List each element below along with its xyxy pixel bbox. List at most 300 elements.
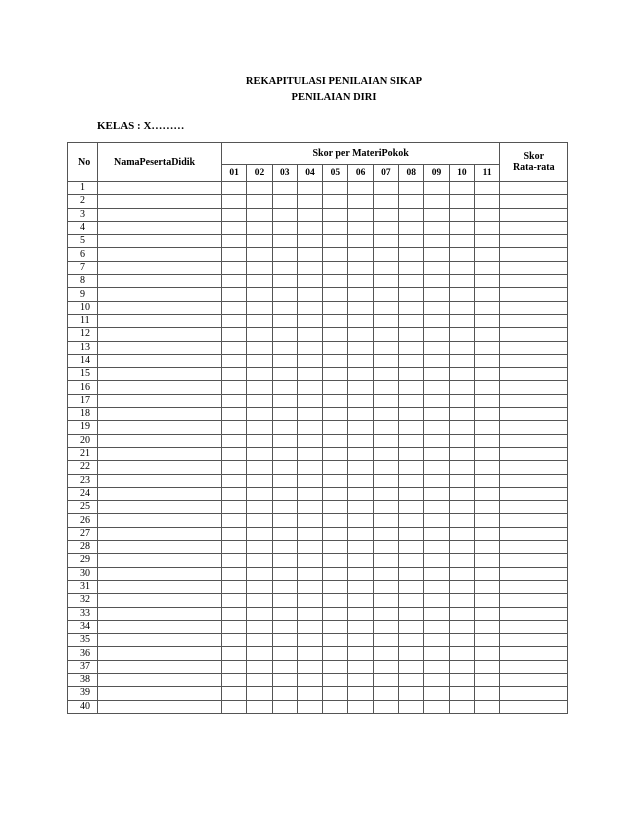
- score-cell[interactable]: [272, 248, 297, 261]
- score-cell[interactable]: [424, 235, 449, 248]
- score-cell[interactable]: [272, 687, 297, 700]
- average-score-cell[interactable]: [500, 394, 568, 407]
- average-score-cell[interactable]: [500, 182, 568, 195]
- score-cell[interactable]: [247, 354, 272, 367]
- score-cell[interactable]: [247, 182, 272, 195]
- score-cell[interactable]: [474, 421, 499, 434]
- score-cell[interactable]: [272, 328, 297, 341]
- score-cell[interactable]: [272, 261, 297, 274]
- score-cell[interactable]: [247, 501, 272, 514]
- score-cell[interactable]: [399, 221, 424, 234]
- score-cell[interactable]: [297, 288, 322, 301]
- score-cell[interactable]: [222, 554, 247, 567]
- score-cell[interactable]: [399, 208, 424, 221]
- score-cell[interactable]: [297, 275, 322, 288]
- score-cell[interactable]: [348, 447, 373, 460]
- average-score-cell[interactable]: [500, 328, 568, 341]
- score-cell[interactable]: [297, 514, 322, 527]
- score-cell[interactable]: [297, 381, 322, 394]
- score-cell[interactable]: [222, 328, 247, 341]
- score-cell[interactable]: [373, 567, 398, 580]
- score-cell[interactable]: [373, 514, 398, 527]
- score-cell[interactable]: [449, 208, 474, 221]
- score-cell[interactable]: [424, 673, 449, 686]
- score-cell[interactable]: [424, 487, 449, 500]
- score-cell[interactable]: [424, 501, 449, 514]
- score-cell[interactable]: [399, 594, 424, 607]
- score-cell[interactable]: [373, 368, 398, 381]
- score-cell[interactable]: [323, 328, 348, 341]
- student-name-cell[interactable]: [98, 381, 222, 394]
- score-cell[interactable]: [247, 687, 272, 700]
- student-name-cell[interactable]: [98, 394, 222, 407]
- score-cell[interactable]: [399, 394, 424, 407]
- average-score-cell[interactable]: [500, 567, 568, 580]
- score-cell[interactable]: [323, 394, 348, 407]
- score-cell[interactable]: [222, 620, 247, 633]
- score-cell[interactable]: [247, 288, 272, 301]
- score-cell[interactable]: [272, 381, 297, 394]
- score-cell[interactable]: [348, 487, 373, 500]
- score-cell[interactable]: [247, 541, 272, 554]
- score-cell[interactable]: [348, 314, 373, 327]
- score-cell[interactable]: [449, 261, 474, 274]
- score-cell[interactable]: [323, 235, 348, 248]
- score-cell[interactable]: [399, 261, 424, 274]
- average-score-cell[interactable]: [500, 580, 568, 593]
- score-cell[interactable]: [449, 221, 474, 234]
- score-cell[interactable]: [424, 514, 449, 527]
- score-cell[interactable]: [272, 554, 297, 567]
- score-cell[interactable]: [297, 487, 322, 500]
- score-cell[interactable]: [348, 354, 373, 367]
- average-score-cell[interactable]: [500, 700, 568, 713]
- score-cell[interactable]: [297, 421, 322, 434]
- score-cell[interactable]: [373, 328, 398, 341]
- score-cell[interactable]: [348, 328, 373, 341]
- score-cell[interactable]: [373, 275, 398, 288]
- score-cell[interactable]: [272, 580, 297, 593]
- score-cell[interactable]: [247, 514, 272, 527]
- score-cell[interactable]: [297, 474, 322, 487]
- score-cell[interactable]: [348, 195, 373, 208]
- score-cell[interactable]: [348, 554, 373, 567]
- score-cell[interactable]: [247, 381, 272, 394]
- score-cell[interactable]: [373, 474, 398, 487]
- score-cell[interactable]: [323, 687, 348, 700]
- score-cell[interactable]: [272, 301, 297, 314]
- student-name-cell[interactable]: [98, 567, 222, 580]
- student-name-cell[interactable]: [98, 421, 222, 434]
- score-cell[interactable]: [474, 368, 499, 381]
- score-cell[interactable]: [222, 461, 247, 474]
- score-cell[interactable]: [399, 527, 424, 540]
- score-cell[interactable]: [399, 554, 424, 567]
- average-score-cell[interactable]: [500, 354, 568, 367]
- score-cell[interactable]: [323, 461, 348, 474]
- average-score-cell[interactable]: [500, 541, 568, 554]
- score-cell[interactable]: [323, 368, 348, 381]
- score-cell[interactable]: [474, 235, 499, 248]
- score-cell[interactable]: [323, 634, 348, 647]
- score-cell[interactable]: [348, 647, 373, 660]
- score-cell[interactable]: [247, 474, 272, 487]
- score-cell[interactable]: [424, 660, 449, 673]
- score-cell[interactable]: [399, 354, 424, 367]
- average-score-cell[interactable]: [500, 527, 568, 540]
- score-cell[interactable]: [449, 527, 474, 540]
- score-cell[interactable]: [222, 182, 247, 195]
- score-cell[interactable]: [348, 381, 373, 394]
- score-cell[interactable]: [222, 434, 247, 447]
- score-cell[interactable]: [297, 354, 322, 367]
- score-cell[interactable]: [373, 541, 398, 554]
- score-cell[interactable]: [474, 314, 499, 327]
- score-cell[interactable]: [348, 394, 373, 407]
- score-cell[interactable]: [222, 607, 247, 620]
- score-cell[interactable]: [297, 594, 322, 607]
- score-cell[interactable]: [474, 514, 499, 527]
- average-score-cell[interactable]: [500, 554, 568, 567]
- score-cell[interactable]: [222, 208, 247, 221]
- score-cell[interactable]: [247, 660, 272, 673]
- score-cell[interactable]: [247, 647, 272, 660]
- score-cell[interactable]: [272, 341, 297, 354]
- score-cell[interactable]: [424, 301, 449, 314]
- score-cell[interactable]: [449, 580, 474, 593]
- score-cell[interactable]: [323, 301, 348, 314]
- score-cell[interactable]: [399, 673, 424, 686]
- score-cell[interactable]: [449, 514, 474, 527]
- score-cell[interactable]: [474, 447, 499, 460]
- average-score-cell[interactable]: [500, 341, 568, 354]
- score-cell[interactable]: [272, 607, 297, 620]
- score-cell[interactable]: [247, 594, 272, 607]
- score-cell[interactable]: [323, 474, 348, 487]
- score-cell[interactable]: [373, 408, 398, 421]
- student-name-cell[interactable]: [98, 660, 222, 673]
- score-cell[interactable]: [272, 288, 297, 301]
- score-cell[interactable]: [474, 434, 499, 447]
- score-cell[interactable]: [222, 687, 247, 700]
- score-cell[interactable]: [272, 647, 297, 660]
- student-name-cell[interactable]: [98, 301, 222, 314]
- score-cell[interactable]: [348, 368, 373, 381]
- score-cell[interactable]: [272, 408, 297, 421]
- score-cell[interactable]: [399, 580, 424, 593]
- score-cell[interactable]: [373, 314, 398, 327]
- score-cell[interactable]: [424, 368, 449, 381]
- score-cell[interactable]: [449, 354, 474, 367]
- score-cell[interactable]: [474, 620, 499, 633]
- score-cell[interactable]: [474, 501, 499, 514]
- score-cell[interactable]: [272, 208, 297, 221]
- score-cell[interactable]: [247, 527, 272, 540]
- score-cell[interactable]: [222, 261, 247, 274]
- score-cell[interactable]: [474, 607, 499, 620]
- score-cell[interactable]: [272, 182, 297, 195]
- score-cell[interactable]: [399, 182, 424, 195]
- score-cell[interactable]: [399, 447, 424, 460]
- score-cell[interactable]: [399, 381, 424, 394]
- student-name-cell[interactable]: [98, 221, 222, 234]
- score-cell[interactable]: [474, 634, 499, 647]
- score-cell[interactable]: [373, 660, 398, 673]
- score-cell[interactable]: [474, 700, 499, 713]
- score-cell[interactable]: [247, 487, 272, 500]
- score-cell[interactable]: [247, 673, 272, 686]
- score-cell[interactable]: [247, 275, 272, 288]
- score-cell[interactable]: [424, 248, 449, 261]
- score-cell[interactable]: [247, 341, 272, 354]
- score-cell[interactable]: [297, 447, 322, 460]
- score-cell[interactable]: [297, 673, 322, 686]
- score-cell[interactable]: [449, 248, 474, 261]
- score-cell[interactable]: [247, 248, 272, 261]
- score-cell[interactable]: [348, 275, 373, 288]
- score-cell[interactable]: [297, 700, 322, 713]
- score-cell[interactable]: [272, 673, 297, 686]
- score-cell[interactable]: [399, 687, 424, 700]
- score-cell[interactable]: [373, 248, 398, 261]
- score-cell[interactable]: [424, 607, 449, 620]
- score-cell[interactable]: [222, 354, 247, 367]
- score-cell[interactable]: [399, 474, 424, 487]
- score-cell[interactable]: [373, 208, 398, 221]
- score-cell[interactable]: [348, 288, 373, 301]
- score-cell[interactable]: [272, 487, 297, 500]
- score-cell[interactable]: [222, 394, 247, 407]
- score-cell[interactable]: [348, 248, 373, 261]
- student-name-cell[interactable]: [98, 461, 222, 474]
- score-cell[interactable]: [474, 275, 499, 288]
- student-name-cell[interactable]: [98, 195, 222, 208]
- score-cell[interactable]: [424, 527, 449, 540]
- score-cell[interactable]: [323, 341, 348, 354]
- score-cell[interactable]: [222, 580, 247, 593]
- score-cell[interactable]: [323, 660, 348, 673]
- score-cell[interactable]: [348, 261, 373, 274]
- average-score-cell[interactable]: [500, 647, 568, 660]
- student-name-cell[interactable]: [98, 235, 222, 248]
- score-cell[interactable]: [399, 301, 424, 314]
- score-cell[interactable]: [323, 434, 348, 447]
- score-cell[interactable]: [424, 182, 449, 195]
- score-cell[interactable]: [449, 447, 474, 460]
- score-cell[interactable]: [373, 301, 398, 314]
- score-cell[interactable]: [373, 527, 398, 540]
- score-cell[interactable]: [399, 514, 424, 527]
- score-cell[interactable]: [247, 607, 272, 620]
- score-cell[interactable]: [272, 541, 297, 554]
- score-cell[interactable]: [449, 408, 474, 421]
- score-cell[interactable]: [323, 208, 348, 221]
- score-cell[interactable]: [474, 554, 499, 567]
- score-cell[interactable]: [449, 567, 474, 580]
- score-cell[interactable]: [373, 673, 398, 686]
- score-cell[interactable]: [222, 501, 247, 514]
- score-cell[interactable]: [399, 341, 424, 354]
- average-score-cell[interactable]: [500, 687, 568, 700]
- score-cell[interactable]: [449, 314, 474, 327]
- student-name-cell[interactable]: [98, 554, 222, 567]
- score-cell[interactable]: [297, 408, 322, 421]
- score-cell[interactable]: [399, 501, 424, 514]
- score-cell[interactable]: [373, 501, 398, 514]
- score-cell[interactable]: [373, 288, 398, 301]
- score-cell[interactable]: [373, 221, 398, 234]
- score-cell[interactable]: [297, 261, 322, 274]
- score-cell[interactable]: [323, 408, 348, 421]
- score-cell[interactable]: [424, 554, 449, 567]
- student-name-cell[interactable]: [98, 354, 222, 367]
- score-cell[interactable]: [474, 474, 499, 487]
- score-cell[interactable]: [247, 261, 272, 274]
- score-cell[interactable]: [424, 541, 449, 554]
- score-cell[interactable]: [399, 195, 424, 208]
- score-cell[interactable]: [373, 261, 398, 274]
- student-name-cell[interactable]: [98, 368, 222, 381]
- score-cell[interactable]: [474, 527, 499, 540]
- score-cell[interactable]: [323, 182, 348, 195]
- score-cell[interactable]: [348, 620, 373, 633]
- score-cell[interactable]: [297, 341, 322, 354]
- score-cell[interactable]: [449, 368, 474, 381]
- score-cell[interactable]: [247, 235, 272, 248]
- score-cell[interactable]: [348, 182, 373, 195]
- score-cell[interactable]: [424, 208, 449, 221]
- score-cell[interactable]: [222, 421, 247, 434]
- score-cell[interactable]: [424, 461, 449, 474]
- score-cell[interactable]: [272, 421, 297, 434]
- student-name-cell[interactable]: [98, 607, 222, 620]
- score-cell[interactable]: [222, 634, 247, 647]
- score-cell[interactable]: [323, 527, 348, 540]
- score-cell[interactable]: [247, 195, 272, 208]
- score-cell[interactable]: [272, 634, 297, 647]
- student-name-cell[interactable]: [98, 288, 222, 301]
- score-cell[interactable]: [323, 248, 348, 261]
- score-cell[interactable]: [348, 594, 373, 607]
- score-cell[interactable]: [449, 328, 474, 341]
- score-cell[interactable]: [399, 487, 424, 500]
- score-cell[interactable]: [373, 687, 398, 700]
- score-cell[interactable]: [323, 594, 348, 607]
- score-cell[interactable]: [297, 647, 322, 660]
- average-score-cell[interactable]: [500, 620, 568, 633]
- score-cell[interactable]: [474, 687, 499, 700]
- average-score-cell[interactable]: [500, 421, 568, 434]
- score-cell[interactable]: [373, 354, 398, 367]
- score-cell[interactable]: [222, 527, 247, 540]
- score-cell[interactable]: [247, 314, 272, 327]
- score-cell[interactable]: [297, 208, 322, 221]
- average-score-cell[interactable]: [500, 221, 568, 234]
- score-cell[interactable]: [222, 647, 247, 660]
- score-cell[interactable]: [474, 341, 499, 354]
- student-name-cell[interactable]: [98, 341, 222, 354]
- score-cell[interactable]: [449, 288, 474, 301]
- score-cell[interactable]: [272, 354, 297, 367]
- score-cell[interactable]: [272, 620, 297, 633]
- average-score-cell[interactable]: [500, 314, 568, 327]
- score-cell[interactable]: [474, 567, 499, 580]
- score-cell[interactable]: [449, 541, 474, 554]
- score-cell[interactable]: [348, 341, 373, 354]
- score-cell[interactable]: [323, 447, 348, 460]
- score-cell[interactable]: [272, 660, 297, 673]
- score-cell[interactable]: [222, 368, 247, 381]
- student-name-cell[interactable]: [98, 647, 222, 660]
- average-score-cell[interactable]: [500, 208, 568, 221]
- score-cell[interactable]: [474, 580, 499, 593]
- score-cell[interactable]: [247, 408, 272, 421]
- score-cell[interactable]: [272, 447, 297, 460]
- score-cell[interactable]: [424, 687, 449, 700]
- score-cell[interactable]: [297, 607, 322, 620]
- score-cell[interactable]: [323, 541, 348, 554]
- score-cell[interactable]: [399, 235, 424, 248]
- average-score-cell[interactable]: [500, 487, 568, 500]
- score-cell[interactable]: [348, 434, 373, 447]
- score-cell[interactable]: [474, 394, 499, 407]
- score-cell[interactable]: [399, 421, 424, 434]
- score-cell[interactable]: [373, 461, 398, 474]
- score-cell[interactable]: [474, 461, 499, 474]
- score-cell[interactable]: [348, 221, 373, 234]
- score-cell[interactable]: [449, 235, 474, 248]
- score-cell[interactable]: [297, 687, 322, 700]
- student-name-cell[interactable]: [98, 275, 222, 288]
- score-cell[interactable]: [222, 235, 247, 248]
- score-cell[interactable]: [297, 301, 322, 314]
- score-cell[interactable]: [474, 660, 499, 673]
- score-cell[interactable]: [399, 660, 424, 673]
- score-cell[interactable]: [424, 221, 449, 234]
- score-cell[interactable]: [399, 275, 424, 288]
- score-cell[interactable]: [449, 607, 474, 620]
- score-cell[interactable]: [449, 620, 474, 633]
- score-cell[interactable]: [373, 620, 398, 633]
- score-cell[interactable]: [449, 634, 474, 647]
- score-cell[interactable]: [323, 275, 348, 288]
- score-cell[interactable]: [449, 381, 474, 394]
- average-score-cell[interactable]: [500, 368, 568, 381]
- score-cell[interactable]: [424, 314, 449, 327]
- score-cell[interactable]: [474, 288, 499, 301]
- score-cell[interactable]: [323, 421, 348, 434]
- student-name-cell[interactable]: [98, 474, 222, 487]
- student-name-cell[interactable]: [98, 673, 222, 686]
- average-score-cell[interactable]: [500, 434, 568, 447]
- score-cell[interactable]: [424, 354, 449, 367]
- student-name-cell[interactable]: [98, 487, 222, 500]
- score-cell[interactable]: [399, 541, 424, 554]
- score-cell[interactable]: [424, 634, 449, 647]
- score-cell[interactable]: [449, 394, 474, 407]
- average-score-cell[interactable]: [500, 248, 568, 261]
- score-cell[interactable]: [272, 368, 297, 381]
- student-name-cell[interactable]: [98, 501, 222, 514]
- score-cell[interactable]: [272, 461, 297, 474]
- student-name-cell[interactable]: [98, 261, 222, 274]
- student-name-cell[interactable]: [98, 527, 222, 540]
- score-cell[interactable]: [348, 421, 373, 434]
- score-cell[interactable]: [297, 461, 322, 474]
- score-cell[interactable]: [373, 700, 398, 713]
- score-cell[interactable]: [424, 275, 449, 288]
- student-name-cell[interactable]: [98, 687, 222, 700]
